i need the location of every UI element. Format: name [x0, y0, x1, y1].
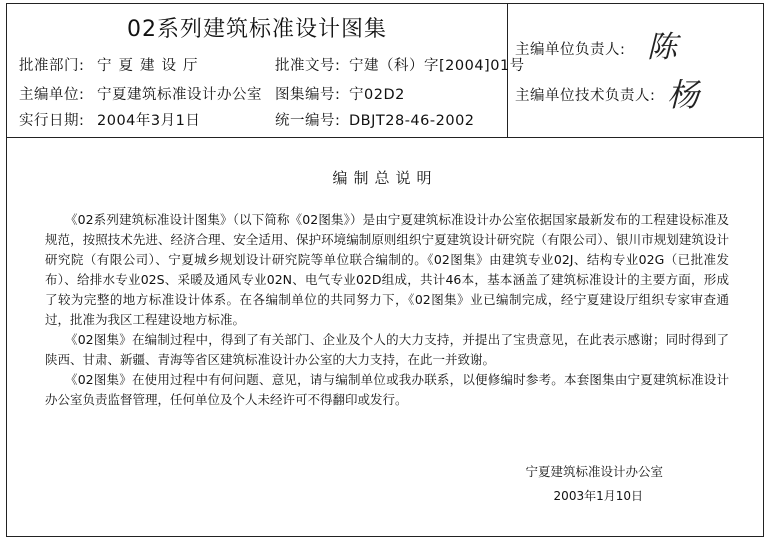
unified-no-value: DBJT28-46-2002 [349, 113, 475, 129]
header-bottom-divider [7, 137, 763, 138]
intro-paragraph-2 [45, 330, 729, 370]
document-frame [6, 3, 764, 537]
editor-unit-row [19, 83, 262, 104]
chief-unit-label: 主编单位负责人: [515, 42, 626, 58]
approval-dept-row [19, 54, 205, 75]
approval-dept-value: 宁夏建设厅 [97, 58, 205, 74]
intro-paragraph-3 [45, 370, 729, 410]
chief-unit-signature: 陈 [647, 30, 677, 65]
impl-date-label: 实行日期: [19, 113, 85, 129]
atlas-no-label: 图集编号: [275, 87, 341, 103]
atlas-no-value: 宁02D2 [349, 87, 405, 103]
approval-doc-value: 宁建（科）字[2004]01号 [349, 58, 525, 74]
intro-paragraph-1 [45, 210, 729, 330]
approval-dept-label: 批准部门: [19, 58, 85, 74]
section-heading: 编制总说明 [332, 169, 438, 187]
paragraph-text: 《02系列建筑标准设计图集》（以下简称《02图集》）是由宁夏建筑标准设计办公室依据国家最新发布的工程建设标准及规范，按照技术先进、经济合理、安全适用、保护环境编制原则组织宁夏建筑设计研究院（有限公司）、银川市规划建筑设计研究院（有限公司）、宁夏城乡规划设计研究院等单位联合编制的。《02图集》由建筑专业02J、结构专业02G（已批准发布）、给排水专业02S、采暖及通风专业02N、电气专业02D组成，共计46本，基本涵盖了建筑标准设计的主要方面，形成了较为完整的地方标准设计体系。在各编制单位的共同努力下，《02图集》业已编制完成，经宁夏建设厅组织专家审查通过，批准为我区工程建设地方标准。 [45, 212, 729, 327]
chief-tech-signature: 杨 [667, 76, 700, 114]
paragraph-text: 《02图集》在使用过程中有何问题、意见，请与编制单位或我办联系，以便修编时参考。本套图集由宁夏建筑标准设计办公室负责监督管理，任何单位及个人未经许可不得翻印或发行。 [45, 372, 729, 407]
chief-tech-label: 主编单位技术负责人: [515, 88, 656, 104]
unified-no-row [275, 109, 475, 130]
editor-unit-label: 主编单位: [19, 87, 85, 103]
chief-tech-row [515, 84, 655, 105]
paragraph-text: 《02图集》在编制过程中，得到了有关部门、企业及个人的大力支持，并提出了宝贵意见，在此表示感谢；同时得到了陕西、甘肃、新疆、青海等省区建筑标准设计办公室的大力支持，在此一并致谢。 [45, 332, 729, 367]
atlas-title: 02系列建筑标准设计图集 [127, 17, 387, 42]
atlas-no-row [275, 83, 405, 104]
approval-doc-label: 批准文号: [275, 58, 341, 74]
unified-no-label: 统一编号: [275, 113, 341, 129]
editor-unit-value: 宁夏建筑标准设计办公室 [97, 87, 262, 103]
issuer-name: 宁夏建筑标准设计办公室 [525, 464, 663, 479]
impl-date-row [19, 109, 200, 130]
approval-doc-row [275, 54, 525, 75]
impl-date-value: 2004年3月1日 [97, 113, 201, 129]
issue-date: 2003年1月10日 [553, 489, 643, 503]
chief-unit-row [515, 38, 625, 59]
